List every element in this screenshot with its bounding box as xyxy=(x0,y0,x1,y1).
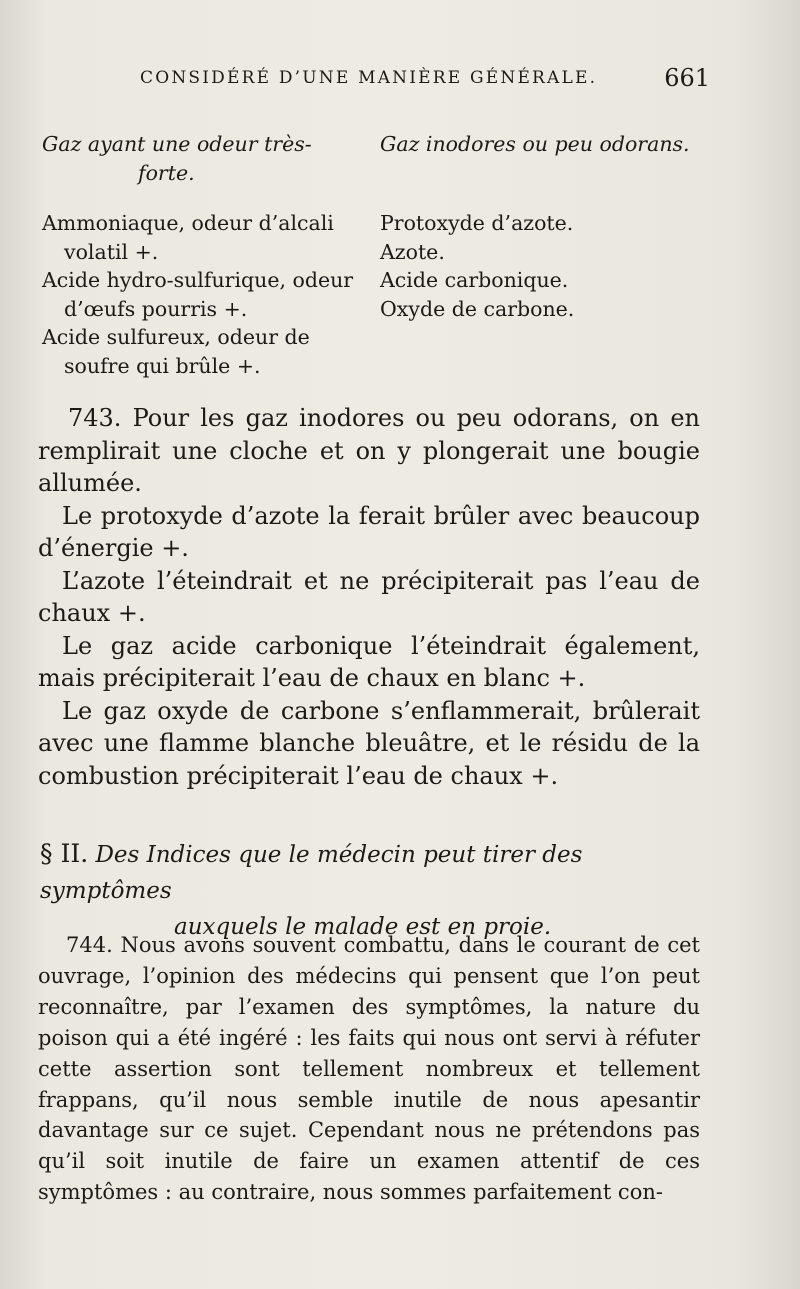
odorous-gases-column xyxy=(42,130,360,380)
section-title: Des Indices que le médecin peut tirer des symptômes xyxy=(40,842,583,904)
paragraph: 744. Nous avons souvent combattu, dans le courant de cet ouvrage, l’opinion des médecins qui pensent que l’on peut reconnaître, par l’examen des symptômes, la nature du poison qui a été ingéré : les faits qui nous ont servi à réfuter cette assertion sont tellement nombreux et tellement frappans, qu’il nous semble inutile de nous apesantir davantage sur ce sujet. Cependant nous ne prétendons pas qu’il soit inutile de faire un examen attentif de ces symptômes : au contraire, nous sommes parfaitement con- xyxy=(38,933,700,1205)
odorless-gases-column xyxy=(380,130,720,323)
running-title: CONSIDÉRÉ D’UNE MANIÈRE GÉNÉRALE. xyxy=(140,68,598,88)
page-header xyxy=(140,64,710,94)
paragraph: L’azote l’éteindrait et ne précipiterait pas l’eau de chaux +. xyxy=(38,566,700,627)
list-item: Acide hydro-sulfurique, odeur d’œufs pourris +. xyxy=(42,268,354,321)
paragraph: Le protoxyde d’azote la ferait brûler avec beaucoup d’énergie +. xyxy=(38,501,700,562)
paragraph: Le gaz oxyde de carbone s’enflammerait, brûlerait avec une flamme blanche bleuâtre, et le résidu de la combustion précipiterait l’eau de chaux +. xyxy=(38,696,700,790)
paragraph-743 xyxy=(38,402,700,792)
odorous-gases-list xyxy=(42,209,360,380)
list-item: Oxyde de carbone. xyxy=(380,296,575,321)
section-title-continued: auxquels le malade est en proie. xyxy=(174,914,552,940)
odorless-gases-heading: Gaz inodores ou peu odorans. xyxy=(380,132,690,156)
list-item: Acide sulfureux, odeur de soufre qui brûle +. xyxy=(42,325,310,378)
list-item: Ammoniaque, odeur d’alcali volatil +. xyxy=(42,211,334,264)
list-item: Protoxyde d’azote. xyxy=(380,211,574,235)
page-number: 661 xyxy=(664,64,710,92)
section-number: § II. xyxy=(40,839,89,868)
odorous-gases-heading: Gaz ayant une odeur très- forte. xyxy=(42,132,312,185)
paragraph: 743. Pour les gaz inodores ou peu odorans, on en remplirait une cloche et on y plongerait une bougie allumée. xyxy=(38,404,700,497)
section-heading xyxy=(40,836,700,945)
list-item: Acide carbonique. xyxy=(380,268,569,292)
list-item: Azote. xyxy=(380,239,445,264)
paragraph-744 xyxy=(38,930,700,1208)
odorless-gases-list xyxy=(380,209,720,323)
paragraph: Le gaz acide carbonique l’éteindrait également, mais précipiterait l’eau de chaux en blanc +. xyxy=(38,631,700,692)
